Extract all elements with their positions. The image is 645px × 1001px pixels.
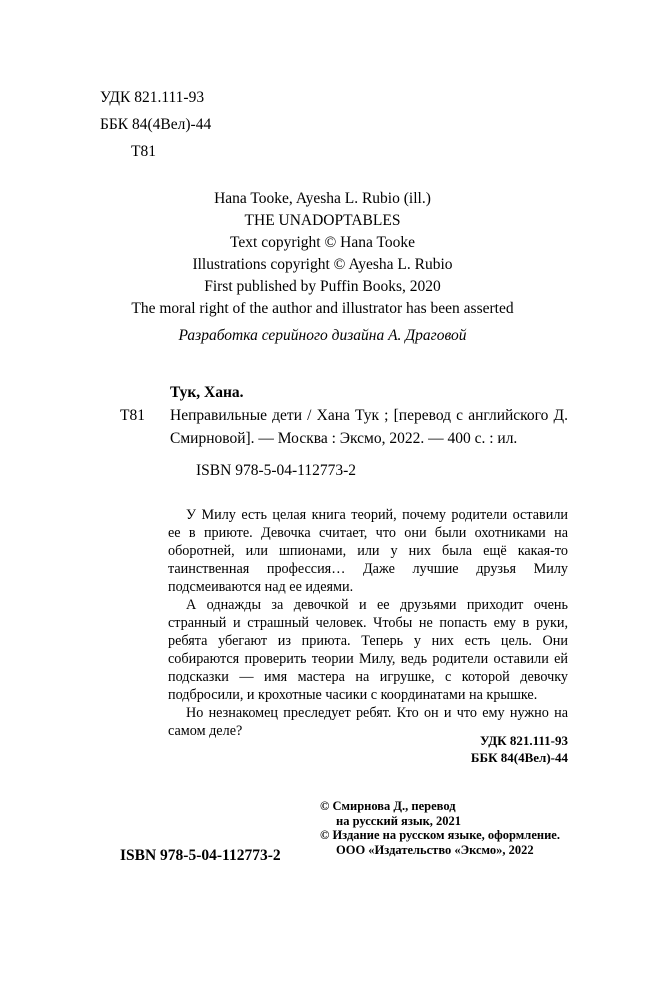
author-sign-code: Т81 (131, 143, 156, 160)
udk-code: УДК 821.111-93 (100, 89, 205, 106)
classification-codes-bottom (168, 733, 568, 766)
catalog-author: Тук, Хана. (170, 384, 244, 401)
isbn-bottom: ISBN 978-5-04-112773-2 (120, 847, 281, 864)
translation-copyright-line1: © Смирнова Д., перевод (320, 799, 456, 813)
moral-right-notice: The moral right of the author and illustrator has been asserted (131, 300, 514, 317)
translation-copyright-line2: на русский язык, 2021 (336, 813, 462, 828)
catalog-entry-row (120, 404, 568, 450)
text-copyright: Text copyright © Hana Tooke (230, 234, 415, 251)
original-authors: Hana Tooke, Ayesha L. Rubio (ill.) (214, 190, 431, 207)
annotation-block (168, 506, 568, 740)
bbk-code-bottom: ББК 84(4Вел)-44 (470, 749, 568, 765)
original-copyright-block (0, 188, 645, 320)
catalog-margin-code: Т81 (120, 407, 145, 424)
bbk-code: ББК 84(4Вел)-44 (100, 116, 212, 133)
series-design-credit: Разработка серийного дизайна А. Драговой (178, 327, 467, 344)
catalog-isbn: ISBN 978-5-04-112773-2 (196, 462, 357, 479)
first-published: First published by Puffin Books, 2020 (204, 278, 441, 295)
original-title: THE UNADOPTABLES (244, 212, 401, 229)
edition-copyright-line1: © Издание на русском языке, оформление. (320, 828, 560, 842)
annotation-paragraph: У Милу есть целая книга теорий, почему родители оставили ее в приюте. Девочка считает, что они были охотниками на оборотней, или шпионами, или у них была ещё какая-то таинственная профессия… Даже лучшие друзья Милу подсмеиваются над ее идеями. (168, 507, 568, 595)
catalog-entry: Неправильные дети / Хана Тук ; [перевод с английского Д. Смирновой]. — Москва : Эксмо, 2022. — 400 с. : ил. (170, 407, 568, 447)
edition-copyright-line2: ООО «Издательство «Эксмо», 2022 (336, 842, 534, 857)
catalog-card (120, 381, 568, 482)
annotation-paragraph: А однажды за девочкой и ее друзьями приходит очень странный и страшный человек. Чтобы не попасть ему в руки, ребята убегают из приюта. Теперь у них есть цель. Они собираются проверить теории Милу, ведь родители оставили ей подсказки — имя мастера на игрушке, с которой девочку подбросили, и крохотные часики с координатами на крышке. (168, 597, 568, 703)
udk-code-bottom: УДК 821.111-93 (480, 733, 568, 748)
annotation-paragraph: Но незнакомец преследует ребят. Кто он и что ему нужно на самом деле? (168, 705, 568, 739)
illustrations-copyright: Illustrations copyright © Ayesha L. Rubio (192, 256, 453, 273)
russian-copyright-block (320, 799, 580, 857)
classification-codes-top (100, 84, 211, 165)
